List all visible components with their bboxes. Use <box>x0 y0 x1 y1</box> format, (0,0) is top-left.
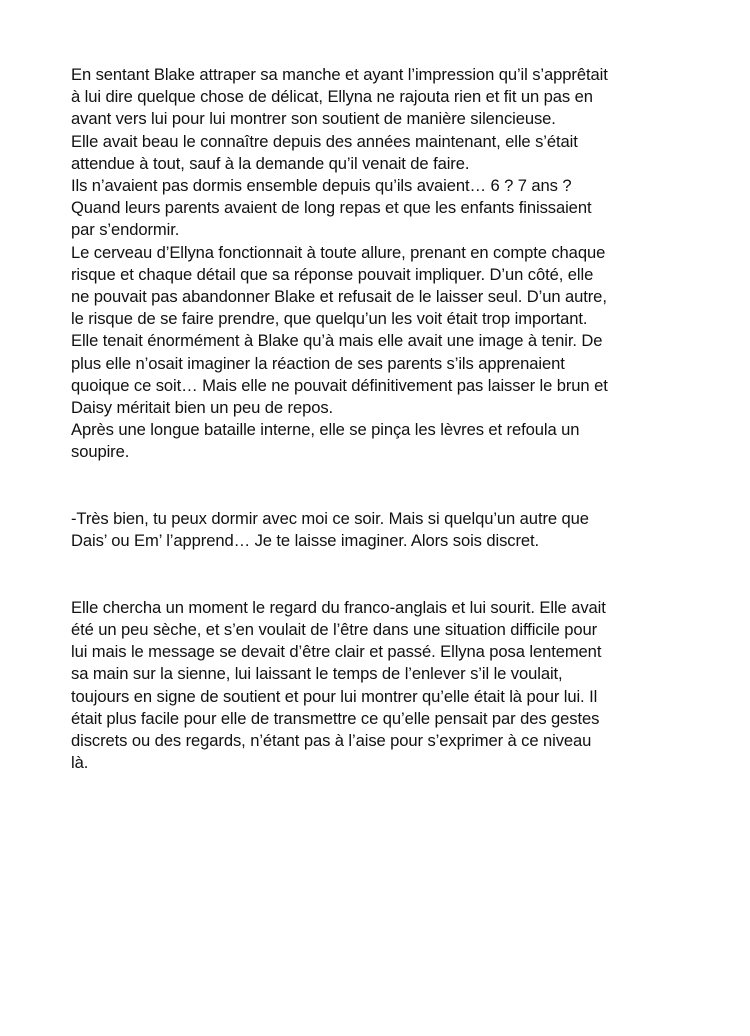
text-line: lui mais le message se devait d’être clair et passé. Ellyna posa lentement <box>71 642 602 662</box>
text-line: attendue à tout, sauf à la demande qu’il venait de faire. <box>71 153 470 173</box>
text-line: discrets ou des regards, n’étant pas à l’aise pour s’exprimer à ce niveau <box>71 731 592 751</box>
text-line: à lui dire quelque chose de délicat, Ellyna ne rajouta rien et fit un pas en <box>71 87 593 107</box>
text-line: était plus facile pour elle de transmettre ce qu’elle pensait par des gestes <box>71 708 600 728</box>
text-line: par s’endormir. <box>71 220 180 240</box>
text-line: toujours en signe de soutient et pour lui montrer qu’elle était là pour lui. Il <box>71 686 598 706</box>
text-line: quoique ce soit… Mais elle ne pouvait définitivement pas laisser le brun et <box>71 375 608 395</box>
text-line: Elle chercha un moment le regard du franco-anglais et lui sourit. Elle avait <box>71 597 606 617</box>
blank-line <box>71 575 691 597</box>
text-line: le risque de se faire prendre, que quelqu’un les voit était trop important. <box>71 309 588 329</box>
text-line: Ils n’avaient pas dormis ensemble depuis qu’ils avaient… 6 ? 7 ans ? <box>71 176 572 196</box>
text-line: risque et chaque détail que sa réponse pouvait impliquer. D’un côté, elle <box>71 264 594 284</box>
text-line: Daisy méritait bien un peu de repos. <box>71 398 334 418</box>
text-line: été un peu sèche, et s’en voulait de l’être dans une situation difficile pour <box>71 620 598 640</box>
blank-line <box>71 486 691 508</box>
text-line: là. <box>71 753 89 773</box>
text-line: plus elle n’osait imaginer la réaction de ses parents s’ils apprenaient <box>71 353 565 373</box>
document-page <box>71 64 691 774</box>
text-line: sa main sur la sienne, lui laissant le temps de l’enlever s’il le voulait, <box>71 664 563 684</box>
text-line: Quand leurs parents avaient de long repas et que les enfants finissaient <box>71 198 592 218</box>
text-line: avant vers lui pour lui montrer son soutient de manière silencieuse. <box>71 109 556 129</box>
text-line: Elle tenait énormément à Blake qu’à mais elle avait une image à tenir. De <box>71 331 603 351</box>
dialogue-line: -Très bien, tu peux dormir avec moi ce soir. Mais si quelqu’un autre que <box>71 509 589 529</box>
text-line: Elle avait beau le connaître depuis des années maintenant, elle s’était <box>71 131 578 151</box>
text-line: Après une longue bataille interne, elle se pinça les lèvres et refoula un <box>71 420 580 440</box>
text-line: Le cerveau d’Ellyna fonctionnait à toute allure, prenant en compte chaque <box>71 242 606 262</box>
text-line: ne pouvait pas abandonner Blake et refusait de le laisser seul. D’un autre, <box>71 287 607 307</box>
blank-line <box>71 552 691 574</box>
dialogue-line: Dais’ ou Em’ l’apprend… Je te laisse imaginer. Alors sois discret. <box>71 531 540 551</box>
blank-line <box>71 464 691 486</box>
text-line: En sentant Blake attraper sa manche et ayant l’impression qu’il s’apprêtait <box>71 65 608 84</box>
text-line: soupire. <box>71 442 130 462</box>
